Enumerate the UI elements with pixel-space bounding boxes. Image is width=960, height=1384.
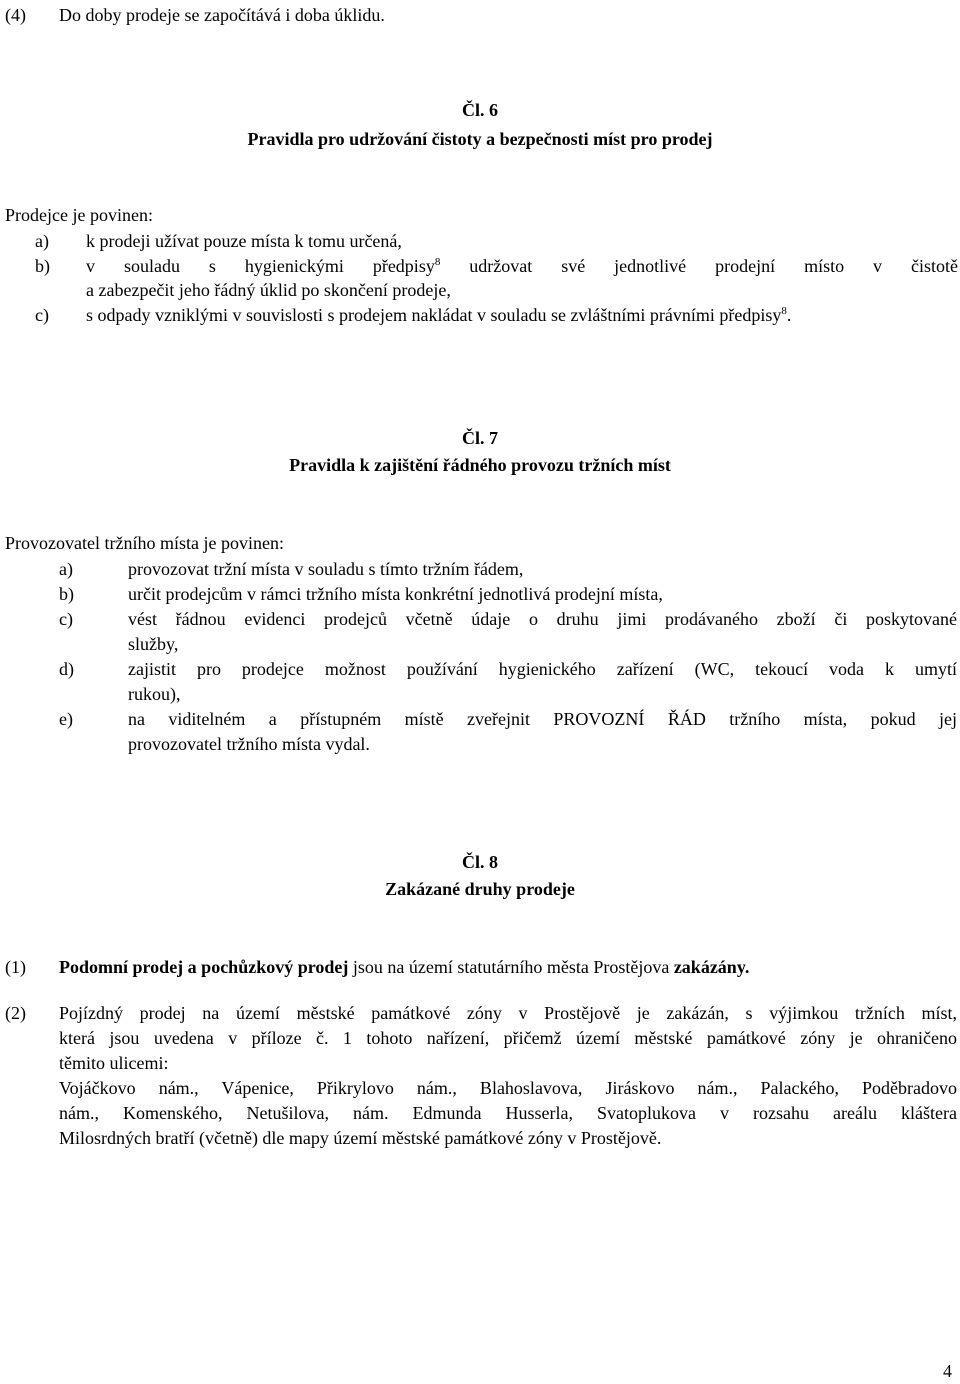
paragraph-text: Do doby prodeje se započítává i doba úklidu.: [59, 5, 385, 25]
list-letter: a): [35, 231, 49, 251]
list-item: k prodeji užívat pouze místa k tomu určená,: [86, 231, 402, 251]
list-letter: e): [59, 709, 73, 729]
list-item-continuation: provozovatel tržního místa vydal.: [128, 734, 370, 754]
list-item: vést řádnou evidenci prodejců včetně údaje o druhu jimi prodávaného zboží či poskytované: [128, 609, 957, 629]
paragraph-line: těmito ulicemi:: [59, 1053, 169, 1073]
article-title: Pravidla k zajištění řádného provozu tržních míst: [289, 455, 671, 475]
list-letter: c): [59, 609, 73, 629]
list-item-continuation: služby,: [128, 634, 179, 654]
list-letter: b): [35, 256, 50, 276]
list-letter: c): [35, 305, 49, 325]
list-item: s odpady vzniklými v souvislosti s prodejem nakládat v souladu se zvláštními právními předpisy$^8$.: [86, 305, 792, 325]
paragraph-number: (1): [5, 957, 26, 977]
article-title: Pravidla pro udržování čistoty a bezpečnosti míst pro prodej: [247, 129, 713, 149]
list-item: v souladu s hygienickými předpisy$^8$ udržovat své jednotlivé prodejní místo v čistotě: [86, 256, 958, 276]
article-intro: Provozovatel tržního místa je povinen:: [5, 533, 284, 553]
article-label: Čl. 8: [462, 852, 498, 872]
list-letter: b): [59, 584, 74, 604]
list-letter: a): [59, 559, 73, 579]
paragraph-line: Milosrdných bratří (včetně) dle mapy území městské památkové zóny v Prostějově.: [59, 1128, 662, 1148]
list-item: provozovat tržní místa v souladu s tímto tržním řádem,: [128, 559, 524, 579]
paragraph-number: (4): [5, 5, 26, 25]
list-item-continuation: a zabezpečit jeho řádný úklid po skončení prodeje,: [86, 280, 451, 300]
paragraph-line: Vojáčkovo nám., Vápenice, Přikrylovo nám., Blahoslavova, Jiráskovo nám., Palackého, Poděbradovo: [59, 1078, 957, 1098]
paragraph-line: Pojízdný prodej na území městské památkové zóny v Prostějově je zakázán, s výjimkou tržních míst,: [59, 1003, 957, 1023]
page-number: 4: [943, 1361, 952, 1381]
list-letter: d): [59, 659, 74, 679]
list-item: zajistit pro prodejce možnost používání hygienického zařízení (WC, tekoucí voda k umytí: [128, 659, 957, 679]
paragraph-number: (2): [5, 1003, 26, 1023]
article-intro: Prodejce je povinen:: [5, 205, 153, 225]
paragraph-text: Podomní prodej a pochůzkový prodej jsou na území statutárního města Prostějova zakázány.: [59, 957, 750, 977]
list-item-continuation: rukou),: [128, 684, 181, 704]
paragraph-line: která jsou uvedena v příloze č. 1 tohoto nařízení, přičemž území městské památkové zóny je ohraničeno: [59, 1028, 957, 1048]
list-item: určit prodejcům v rámci tržního místa konkrétní jednotlivá prodejní místa,: [128, 584, 663, 604]
article-label: Čl. 6: [462, 100, 498, 120]
article-title: Zakázané druhy prodeje: [385, 879, 575, 899]
paragraph-line: nám., Komenského, Netušilova, nám. Edmunda Husserla, Svatoplukova v rozsahu areálu kláštera: [59, 1103, 957, 1123]
article-label: Čl. 7: [462, 428, 498, 448]
list-item: na viditelném a přístupném místě zveřejnit PROVOZNÍ ŘÁD tržního místa, pokud jej: [128, 709, 957, 729]
